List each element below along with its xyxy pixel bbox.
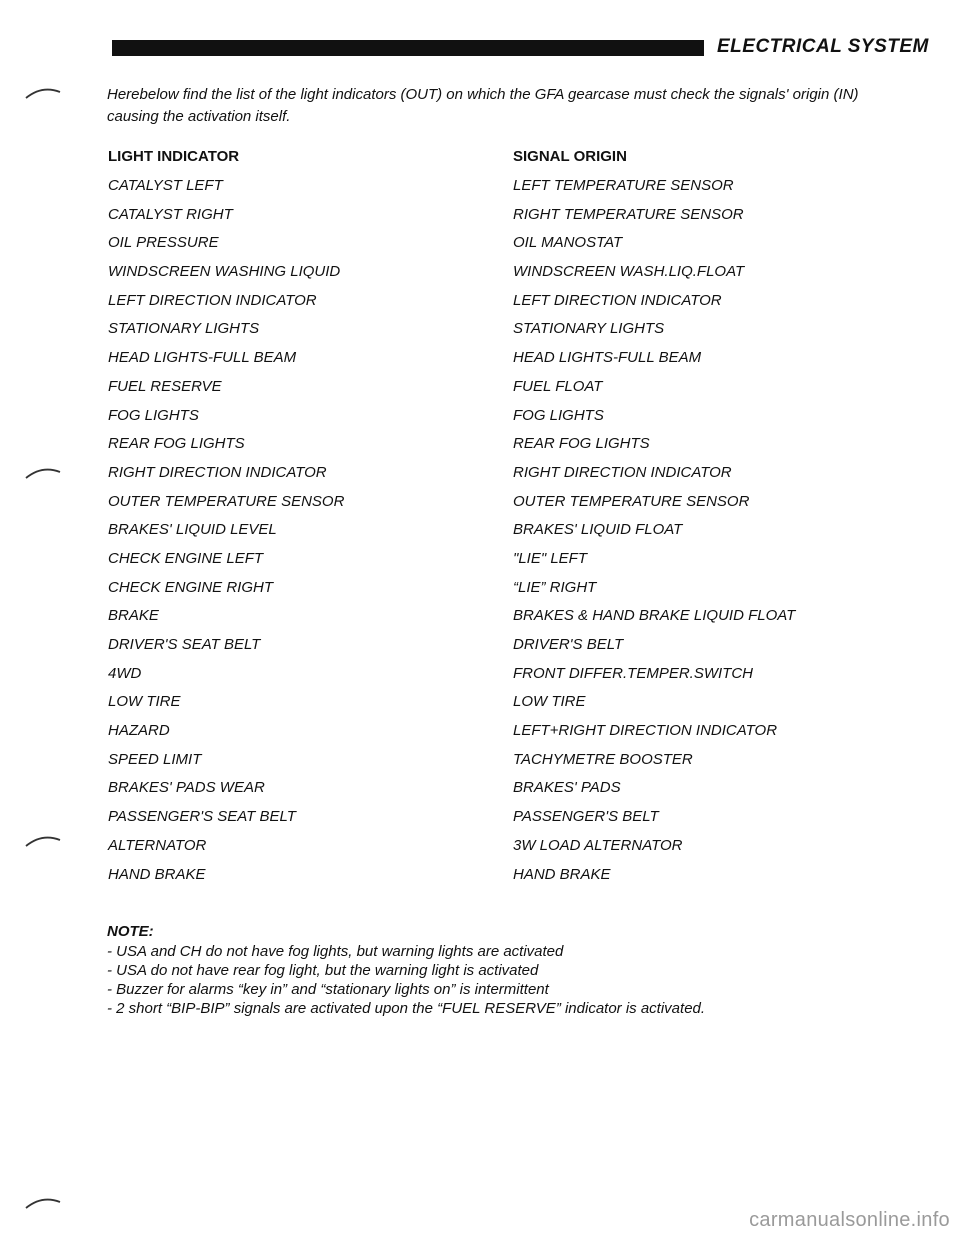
signal-origin-item: BRAKES' LIQUID FLOAT xyxy=(513,521,683,539)
signal-origin-item: LEFT DIRECTION INDICATOR xyxy=(513,291,722,309)
column-header-signal-origin: SIGNAL ORIGIN xyxy=(513,148,627,165)
signal-origin-item: STATIONARY LIGHTS xyxy=(513,320,665,338)
signal-origin-item: OIL MANOSTAT xyxy=(513,234,623,252)
signal-origin-item: WINDSCREEN WASH.LIQ.FLOAT xyxy=(513,263,745,281)
intro-paragraph: Herebelow find the list of the light indicators (OUT) on which the GFA gearcase must check the signals' origin (IN) causing the activation itself. xyxy=(107,86,859,125)
signal-origin-item: FRONT DIFFER.TEMPER.SWITCH xyxy=(513,664,753,682)
column-header-light-indicator: LIGHT INDICATOR xyxy=(108,148,240,165)
light-indicator-item: CATALYST RIGHT xyxy=(108,205,233,223)
light-indicator-item: OIL PRESSURE xyxy=(108,234,219,252)
signal-origin-item: REAR FOG LIGHTS xyxy=(513,435,650,453)
binding-mark-icon xyxy=(18,834,66,848)
light-indicator-item: OUTER TEMPERATURE SENSOR xyxy=(108,492,345,510)
signal-origin-item: FOG LIGHTS xyxy=(513,406,604,424)
light-indicator-item: ALTERNATOR xyxy=(108,836,207,854)
signal-origin-item: "LIE" LEFT xyxy=(513,549,588,567)
signal-origin-item: BRAKES' PADS xyxy=(513,779,621,797)
signal-origin-item: LEFT TEMPERATURE SENSOR xyxy=(513,177,734,194)
note-line: - USA and CH do not have fog lights, but warning lights are activated xyxy=(107,943,564,960)
light-indicator-list xyxy=(108,176,344,893)
light-indicator-item: SPEED LIMIT xyxy=(108,750,202,768)
signal-origin-item: LOW TIRE xyxy=(513,693,586,711)
light-indicator-item: RIGHT DIRECTION INDICATOR xyxy=(108,463,327,481)
note-line: - 2 short “BIP-BIP” signals are activated upon the “FUEL RESERVE” indicator is activated. xyxy=(107,1000,706,1017)
signal-origin-item: BRAKES & HAND BRAKE LIQUID FLOAT xyxy=(513,607,796,625)
light-indicator-item: BRAKES' PADS WEAR xyxy=(108,779,265,797)
light-indicator-item: FUEL RESERVE xyxy=(108,377,222,395)
light-indicator-item: CHECK ENGINE LEFT xyxy=(108,549,264,567)
site-watermark: carmanualsonline.info xyxy=(749,1209,950,1231)
signal-origin-item: HEAD LIGHTS-FULL BEAM xyxy=(513,349,702,367)
light-indicator-item: BRAKE xyxy=(108,607,159,625)
section-title: ELECTRICAL SYSTEM xyxy=(717,36,929,57)
signal-origin-item: “LIE” RIGHT xyxy=(513,578,597,596)
light-indicator-item: LEFT DIRECTION INDICATOR xyxy=(108,291,317,309)
light-indicator-item: STATIONARY LIGHTS xyxy=(108,320,260,338)
signal-origin-item: 3W LOAD ALTERNATOR xyxy=(513,836,683,854)
light-indicator-item: LOW TIRE xyxy=(108,693,181,711)
signal-origin-item: PASSENGER'S BELT xyxy=(513,808,659,826)
signal-origin-item: FUEL FLOAT xyxy=(513,377,603,395)
signal-origin-item: RIGHT DIRECTION INDICATOR xyxy=(513,463,732,481)
light-indicator-item: HEAD LIGHTS-FULL BEAM xyxy=(108,349,297,367)
signal-origin-item: RIGHT TEMPERATURE SENSOR xyxy=(513,205,744,223)
note-title: NOTE: xyxy=(107,923,154,940)
signal-origin-item: OUTER TEMPERATURE SENSOR xyxy=(513,492,750,510)
signal-origin-item: HAND BRAKE xyxy=(513,865,611,883)
signal-origin-item: DRIVER'S BELT xyxy=(513,636,624,653)
signal-origin-list xyxy=(513,176,795,893)
light-indicator-item: BRAKES' LIQUID LEVEL xyxy=(108,521,277,539)
header-bar xyxy=(112,40,704,56)
binding-mark-icon xyxy=(18,1196,66,1210)
light-indicator-item: CATALYST LEFT xyxy=(108,177,223,194)
note-section xyxy=(107,922,927,1018)
light-indicator-item: WINDSCREEN WASHING LIQUID xyxy=(108,263,341,281)
signal-origin-item: LEFT+RIGHT DIRECTION INDICATOR xyxy=(513,722,778,740)
note-line: - USA do not have rear fog light, but the warning light is activated xyxy=(107,962,539,979)
note-line: - Buzzer for alarms “key in” and “stationary lights on” is intermittent xyxy=(107,981,549,998)
binding-mark-icon xyxy=(18,86,66,100)
light-indicator-item: HAZARD xyxy=(108,722,170,740)
light-indicator-item: CHECK ENGINE RIGHT xyxy=(108,578,274,596)
light-indicator-item: DRIVER'S SEAT BELT xyxy=(108,636,261,653)
light-indicator-item: FOG LIGHTS xyxy=(108,406,199,424)
light-indicator-item: HAND BRAKE xyxy=(108,865,206,883)
binding-mark-icon xyxy=(18,466,66,480)
light-indicator-item: REAR FOG LIGHTS xyxy=(108,435,245,453)
signal-origin-item: TACHYMETRE BOOSTER xyxy=(513,750,693,768)
light-indicator-item: PASSENGER'S SEAT BELT xyxy=(108,808,296,826)
light-indicator-item: 4WD xyxy=(108,664,142,682)
